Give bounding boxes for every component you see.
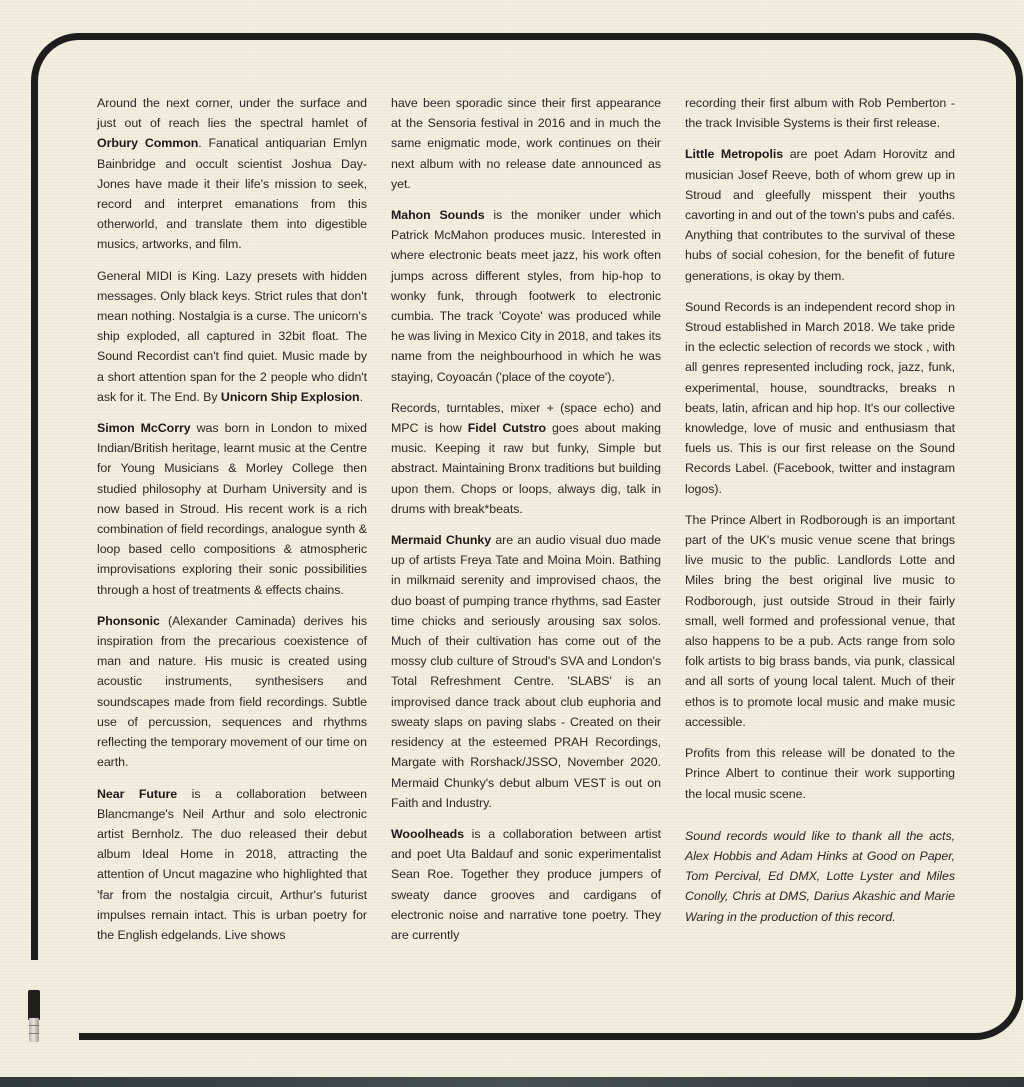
paragraph-wooolheads-continued: recording their first album with Rob Pemberton - the track Invisible Systems is their first release. <box>685 96 955 131</box>
frame-border-corner <box>1016 980 1023 1000</box>
artist-name: Near Future <box>97 786 178 801</box>
text-columns <box>97 93 955 956</box>
paragraph-wooolheads: Wooolheads is a collaboration between artist and poet Uta Baldauf and sonic experimentalist Sean Roe. Together they produce jumpers of sweaty dance grooves and cardigans of electronic noise and narrative tone poetry. They are currently <box>391 826 661 942</box>
paragraph-mermaid-chunky: Mermaid Chunky are an audio visual duo made up of artists Freya Tate and Moina Moin. Bathing in milkmaid serenity and improvised chaos, the duo boast of pumping trance rhythms, sad Easter time chicks and seriously arousing sax solos. Much of their cultivation has come out of the mossy club culture of Stroud's SVA and London's Total Refreshment Centre. 'SLABS' is an improvised dance track about club euphoria and sweaty slaps on paving slabs - Created on their residency at the esteemed PRAH Recordings, Margate with Rorshack/JSSO, November 2020. Mermaid Chunky's debut album VEST is out on Faith and Industry. <box>391 533 662 810</box>
paragraph-profits-donation: Profits from this release will be donated to the Prince Albert to continue their work supporting the local music scene. <box>685 746 955 801</box>
artist-name: Phonsonic <box>97 613 160 628</box>
frame-border-right <box>1016 85 1023 995</box>
frame-border-top <box>31 33 1023 87</box>
spacer <box>685 815 955 826</box>
artist-name: Little Metropolis <box>685 147 784 162</box>
artist-name: Simon McCorry <box>97 421 191 436</box>
artist-name: Fidel Cutstro <box>467 421 547 436</box>
cable-plug-tip-icon <box>29 1018 39 1042</box>
paragraph-near-future: Near Future is a collaboration between Blancmange's Neil Arthur and solo electronic artist Bernholz. The duo released their debut album Ideal Home in 2018, attracting the attention of Uncut magazine who highlighted that 'far from the nostalgia circuit, Arthur's futurist impulses remain intact. This is urban poetry for the English edgelands. Live shows <box>97 786 367 942</box>
column-3 <box>685 93 955 956</box>
column-2 <box>391 93 661 956</box>
paragraph-mahon-sounds: Mahon Sounds is the moniker under which Patrick McMahon produces music. Interested in where electronic beats meet jazz, his work often jumps across different styles, from hip-hop to wonky funk, through footwerk to electronic cumbia. The track 'Coyote' was produced while he was living in Mexico City in 2018, and takes its name from the neighbourhood in which he was staying, Coyoacán ('place of the coyote'). <box>391 208 661 384</box>
paragraph-little-metropolis: Little Metropolis are poet Adam Horovitz and musician Josef Reeve, both of whom grew up in Stroud and gleefully misspent their youths cavorting in and out of the town's pubs and cafés. Anything that contributes to the survival of these hubs of social cohesion, for the benefit of future generations, is okay by them. <box>685 147 955 283</box>
artist-name: Mahon Sounds <box>391 208 485 223</box>
paragraph-prince-albert: The Prince Albert in Rodborough is an important part of the UK's music venue scene that brings live music to the public. Landlords Lotte and Miles bring the best original live music to Rodborough, just outside Stroud in their fairly small, well formed and professional venue, that also happens to be a pub. Acts range from solo folk artists to big brass bands, via punk, classical and all sorts of young local talent. Much of their ethos is to promote local music and make music accessible. <box>685 512 955 729</box>
artist-name: Wooolheads <box>391 826 464 841</box>
paragraph-fidel-cutstro: Records, turntables, mixer + (space echo) and MPC is how Fidel Cutstro goes about making music. Keeping it raw but funky, Simple but abstract. Maintaining Bronx traditions but building upon them. Chops or loops, always dig, talk in drums with break*beats. <box>391 400 661 516</box>
paragraph-acknowledgements: Sound records would like to thank all the acts, Alex Hobbis and Adam Hinks at Good on Paper, Tom Percival, Ed DMX, Lotte Lyster and Miles Conolly, Chris at DMS, Darius Akashic and Marie Waring in the production of this record. <box>685 828 955 924</box>
paragraph-simon-mccorry: Simon McCorry was born in London to mixed Indian/British heritage, learnt music at the Centre for Young Musicians & Morley College then studied philosophy at Durham University and is now based in Stroud. His recent work is a rich combination of field recordings, analogue synth & loop based cello compositions & atmospheric improvisations exploring their sonic possibilities through a host of treatments & effects chains. <box>97 421 367 597</box>
artist-name: Unicorn Ship Explosion <box>220 389 360 404</box>
paragraph-sound-records: Sound Records is an independent record shop in Stroud established in March 2018. We take pride in the eclectic selection of records we stock , with all genres represented including rock, jazz, funk, experimental, house, soundtracks, breaks n beats, latin, african and hip hop. It's our collective knowledge, love of music and enthusiasm that fuels us. This is our first release on the Sound Records Label. (Facebook, twitter and instagram logos). <box>685 299 955 496</box>
paragraph-orbury-common: Around the next corner, under the surface and just out of reach lies the spectral hamlet of Orbury Common. Fanatical antiquarian Emlyn Bainbridge and occult scientist Joshua Day-Jones have made it their life's mission to seek, record and interpret emanations from this otherworld, and translate them into digestible musics, artworks, and film. <box>97 96 367 252</box>
column-1 <box>97 93 367 956</box>
paragraph-phonsonic: Phonsonic (Alexander Caminada) derives his inspiration from the precarious coexistence of man and nature. His music is created using acoustic instruments, synthesisers and soundscapes made from field recordings. Subtle use of percussion, sequences and rhythms reflecting the temporary movement of our time on earth. <box>97 613 367 770</box>
scanner-edge <box>0 1077 1024 1087</box>
frame-border-left <box>31 85 38 960</box>
frame-border-bottom <box>79 992 1023 1040</box>
artist-name: Orbury Common <box>97 136 199 151</box>
cable-plug-icon <box>28 990 40 1020</box>
paragraph-near-future-continued: have been sporadic since their first appearance at the Sensoria festival in 2016 and in much the same enigmatic mode, work continues on their next album with no release date announced as yet. <box>391 96 661 191</box>
artist-name: Mermaid Chunky <box>391 533 492 548</box>
paragraph-unicorn-ship-explosion: General MIDI is King. Lazy presets with hidden messages. Only black keys. Strict rules that don't mean nothing. Nostalgia is a curse. The unicorn's ship exploded, all captured in 32bit float. The Sound Recordist can't find quiet. Music made by a short attention span for the 2 people who didn't ask for it. The End. By Unicorn Ship Explosion. <box>97 268 367 404</box>
